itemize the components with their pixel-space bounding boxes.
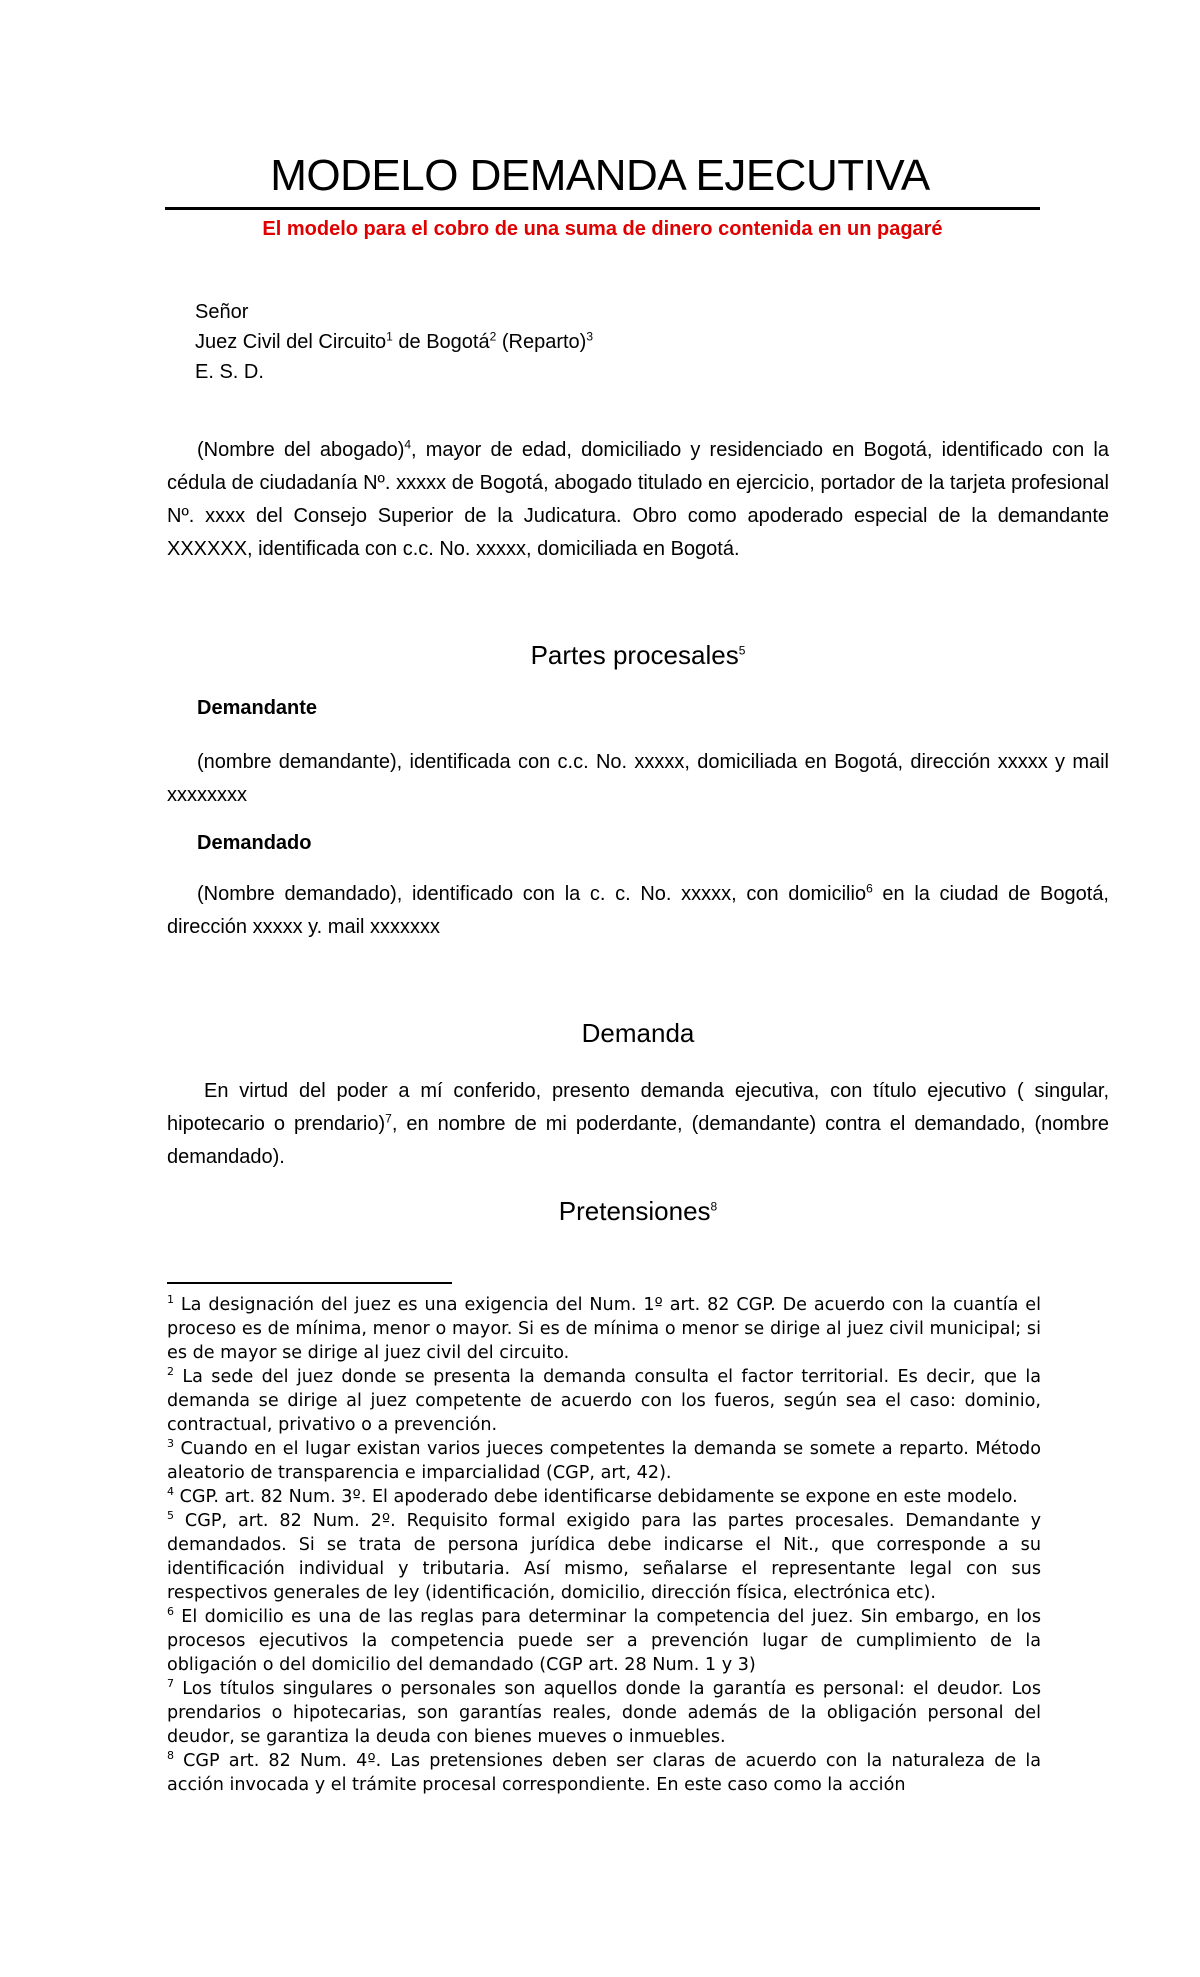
parties-heading: Partes procesales$^5$ (530, 640, 746, 670)
footnote-ref: 8 (710, 1199, 718, 1214)
defendant-label: Demandado (197, 832, 312, 854)
footnote-1: $^1$ La designación del juez es una exigencia del Num. 1º art. 82 CGP. De acuerdo con la cuantía el proceso es de mínima, menor o mayor. Si es de mínima o menor se dirige al juez civil municipal; si es de mayor se dirige al juez civil del circuito. (167, 1293, 1041, 1363)
footnotes (167, 1293, 1041, 1797)
addressee-judge: Juez Civil del Circuito$^1$ de Bogotá$^2$ (Reparto)$^3$ (195, 329, 594, 353)
addressee-salutation: Señor (195, 301, 249, 323)
footnote-5: $^5$ CGP, art. 82 Num. 2º. Requisito formal exigido para las partes procesales. Demandante y demandados. Si se trata de persona jurídica debe indicarse el Nit., que corresponde a su identificación individual y tributaria. Así mismo, señalarse el representante legal con sus respectivos generales de ley (identificación, domicilio, dirección física, electrónica etc). (167, 1509, 1041, 1603)
document-subtitle: El modelo para el cobro de una suma de dinero contenida en un pagaré (262, 218, 943, 240)
footnote-separator (167, 1282, 452, 1284)
footnote-ref: 7 (385, 1111, 392, 1126)
footnote-8: $^8$ CGP art. 82 Num. 4º. Las pretensiones deben ser claras de acuerdo con la naturaleza de la acción invocada y el trámite procesal correspondiente. En este caso como la acción (167, 1749, 1041, 1795)
footnote-2: $^2$ La sede del juez donde se presenta la demanda consulta el factor territorial. Es decir, que la demanda se dirige al juez competente de acuerdo con los fueros, según sea el caso: dominio, contractual, privativo o a prevención. (167, 1365, 1041, 1435)
footnote-ref: 4 (404, 437, 412, 452)
footnote-ref: 3 (586, 329, 594, 344)
footnote-6: $^6$ El domicilio es una de las reglas para determinar la competencia del juez. Sin embargo, en los procesos ejecutivos la competencia puede ser a prevención lugar de cumplimiento de la obligación o del domicilio del demandado (CGP art. 28 Num. 1 y 3) (167, 1605, 1041, 1675)
footnote-ref: 2 (489, 329, 497, 344)
addressee-block (195, 297, 1137, 387)
claim-heading: Demanda (581, 1018, 695, 1048)
footnote-4: $^4$ CGP. art. 82 Num. 3º. El apoderado debe identificarse debidamente se expone en este modelo. (167, 1485, 1018, 1507)
footnote-ref: 1 (386, 329, 393, 344)
title-underline (165, 207, 1040, 210)
footnote-ref: 5 (738, 643, 746, 658)
plaintiff-label: Demandante (197, 697, 318, 719)
addressee-esd: E. S. D. (195, 361, 264, 383)
intro-paragraph: (Nombre del abogado)$^4$, mayor de edad, domiciliado y residenciado en Bogotá, identificado con la cédula de ciudadanía Nº. xxxxx de Bogotá, abogado titulado en ejercicio, portador de la tarjeta profesional Nº. xxxx del Consejo Superior de la Judicatura. Obro como apoderado especial de la demandante XXXXXX, identificada con c.c. No. xxxxx, domiciliada en Bogotá. (167, 437, 1109, 560)
footnote-7: $^7$ Los títulos singulares o personales son aquellos donde la garantía es personal: el deudor. Los prendarios o hipotecarias, son garantías reales, donde además de la obligación personal del deudor, se garantiza la deuda con bienes mueves o inmuebles. (167, 1677, 1041, 1747)
claims-heading: Pretensiones$^8$ (558, 1196, 718, 1226)
plaintiff-paragraph: (nombre demandante), identificada con c.c. No. xxxxx, domiciliada en Bogotá, dirección xxxxx y mail xxxxxxxx (167, 751, 1109, 806)
footnote-3: $^3$ Cuando en el lugar existan varios jueces competentes la demanda se somete a reparto. Método aleatorio de transparencia e imparcialidad (CGP, art, 42). (167, 1437, 1041, 1483)
claim-paragraph: En virtud del poder a mí conferido, presento demanda ejecutiva, con título ejecutivo ( singular, hipotecario o prendario)$^7$, en nombre de mi poderdante, (demandante) contra el demandado, (nombre demandado). (167, 1080, 1109, 1168)
defendant-paragraph: (Nombre demandado), identificado con la c. c. No. xxxxx, con domicilio$^6$ en la ciudad de Bogotá, dirección xxxxx y. mail xxxxxxx (167, 881, 1109, 938)
document-title: MODELO DEMANDA EJECUTIVA (270, 151, 930, 200)
footnote-ref: 6 (866, 881, 873, 896)
